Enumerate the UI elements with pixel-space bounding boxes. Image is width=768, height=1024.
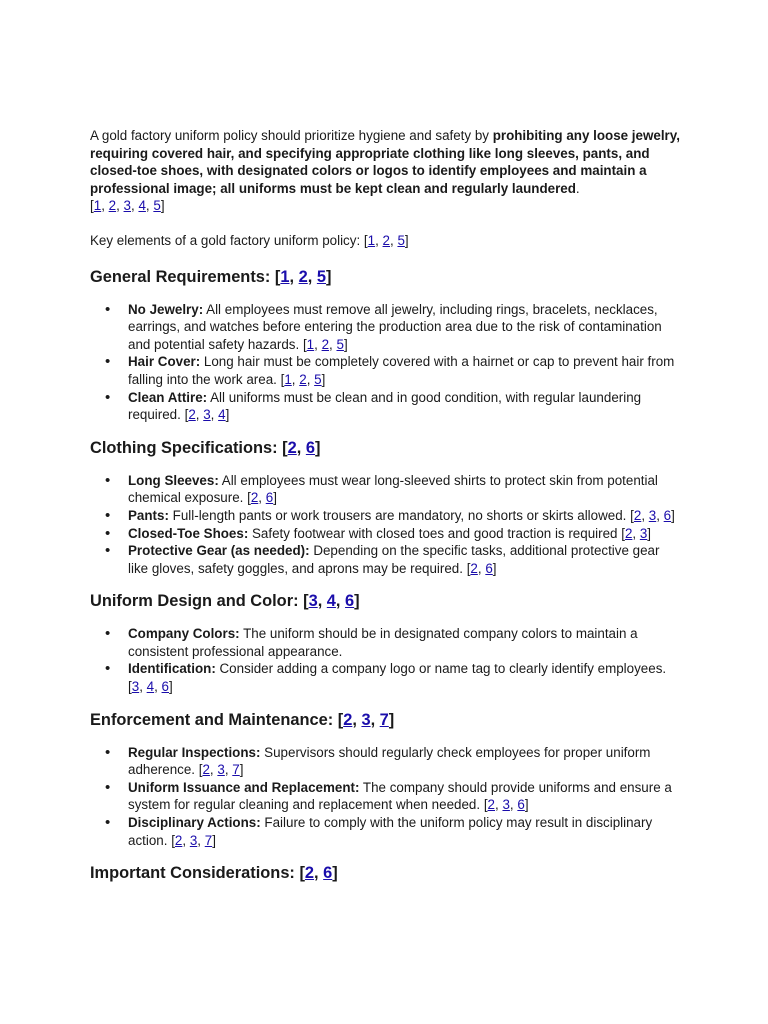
section-title: Clothing Specifications:	[90, 438, 283, 457]
citation-link[interactable]: 7	[379, 710, 389, 729]
citation-link[interactable]: 3	[203, 407, 211, 423]
section-citations: [2, 3, 7]	[337, 710, 395, 729]
citation-link[interactable]: 4	[138, 198, 146, 214]
citation-link[interactable]: 2	[250, 490, 259, 506]
citation-link[interactable]: 3	[123, 198, 131, 214]
citation-link[interactable]: 3	[189, 832, 198, 848]
item-citations: [1, 2, 5]	[302, 336, 348, 352]
citation-link[interactable]: 5	[316, 267, 326, 286]
citation-link[interactable]: 1	[93, 198, 102, 214]
list-item	[90, 525, 680, 543]
citation-link[interactable]: 1	[280, 267, 290, 286]
intro-paragraph	[90, 127, 680, 215]
item-label: Pants:	[128, 507, 169, 523]
section-heading	[90, 591, 680, 611]
section-heading	[90, 710, 680, 730]
citation-link[interactable]: 2	[174, 832, 183, 848]
citation-link[interactable]: 5	[336, 336, 344, 352]
citation-link[interactable]: 5	[397, 232, 405, 248]
section-title: Important Considerations:	[90, 864, 300, 883]
list-item	[90, 779, 680, 814]
bullet-list	[90, 625, 680, 695]
intro-prefix: A gold factory uniform policy should prioritize hygiene and safety by	[90, 128, 493, 143]
citation-link[interactable]: 1	[306, 336, 315, 352]
citation-link[interactable]: 6	[323, 864, 333, 883]
item-text: Depending on the specific tasks, additional protective gear like gloves, safety goggles, and aprons may be required.	[128, 543, 660, 576]
item-label: Company Colors:	[128, 626, 240, 642]
item-citations: [3, 4, 6]	[128, 679, 173, 695]
citation-link[interactable]: 7	[232, 762, 240, 778]
citation-link[interactable]: 3	[639, 525, 648, 541]
list-item	[90, 660, 680, 695]
key-elements-line	[90, 232, 680, 250]
citation-link[interactable]: 6	[517, 797, 525, 813]
list-item	[90, 507, 680, 525]
bullet-list	[90, 301, 680, 424]
list-item	[90, 744, 680, 779]
citation-link[interactable]: 1	[284, 371, 292, 387]
citation-link[interactable]: 3	[502, 797, 510, 813]
item-label: No Jewelry:	[128, 301, 204, 317]
citation-link[interactable]: 2	[382, 232, 390, 248]
item-citations: [2, 3, 6]	[630, 507, 675, 523]
section-citations: [3, 4, 6]	[303, 592, 360, 611]
item-label: Regular Inspections:	[128, 744, 261, 760]
item-text: Failure to comply with the uniform policy may result in disciplinary action.	[128, 815, 653, 848]
citation-link[interactable]: 6	[161, 679, 169, 695]
citation-link[interactable]: 3	[131, 679, 140, 695]
key-elements-citations: [1, 2, 5]	[363, 232, 409, 248]
item-text: Full-length pants or work trousers are mandatory, no shorts or skirts allowed.	[168, 507, 631, 523]
list-item	[90, 625, 680, 660]
document-body	[90, 127, 680, 897]
item-text: All employees must wear long-sleeved shirts to protect skin from potential chemical exposure.	[128, 472, 658, 506]
citation-link[interactable]: 5	[314, 371, 322, 387]
item-text: Supervisors should regularly check employees for proper uniform adherence.	[128, 744, 651, 778]
item-citations: [2, 3, 4]	[184, 407, 230, 423]
citation-link[interactable]: 2	[287, 438, 297, 457]
citation-link[interactable]: 6	[663, 507, 672, 523]
item-citations: [1, 2, 5]	[280, 371, 326, 387]
item-label: Protective Gear (as needed):	[128, 543, 310, 559]
intro-bold: prohibiting any loose jewelry, requiring covered hair, and specifying appropriate clothing like long sleeves, pants, and closed-toe shoes, with designated colors or logos to identify employees and maintain a professional image; all uniforms must be kept clean and regularly laundered	[90, 128, 680, 196]
citation-link[interactable]: 1	[367, 232, 376, 248]
section-title: General Requirements:	[90, 267, 275, 286]
item-citations: [2, 3, 7]	[198, 762, 244, 778]
section-citations: [2, 6]	[282, 438, 321, 457]
sections	[90, 267, 680, 884]
list-item	[90, 542, 680, 577]
item-text: The company should provide uniforms and ensure a system for regular cleaning and replacement when needed.	[128, 779, 672, 813]
item-text: Long hair must be completely covered with a hairnet or cap to prevent hair from falling into the work area.	[128, 354, 675, 387]
item-citations: [2, 6]	[247, 490, 277, 506]
item-text: The uniform should be in designated company colors to maintain a consistent professional appearance.	[128, 626, 638, 659]
citation-link[interactable]: 2	[108, 198, 117, 214]
citation-link[interactable]: 4	[218, 407, 226, 423]
citation-link[interactable]: 3	[217, 762, 225, 778]
item-label: Hair Cover:	[128, 354, 201, 370]
citation-link[interactable]: 6	[345, 592, 355, 611]
citation-link[interactable]: 2	[321, 336, 330, 352]
item-citations: [2, 3, 6]	[483, 797, 529, 813]
citation-link[interactable]: 2	[202, 762, 210, 778]
bullet-list	[90, 744, 680, 850]
citation-link[interactable]: 2	[304, 864, 315, 883]
list-item	[90, 301, 680, 354]
citation-link[interactable]: 6	[265, 490, 274, 506]
citation-link[interactable]: 6	[485, 560, 493, 576]
citation-link[interactable]: 2	[624, 525, 633, 541]
citation-link[interactable]: 2	[470, 560, 478, 576]
item-text: Consider adding a company logo or name tag to clearly identify employees.	[215, 661, 667, 677]
item-citations: [2, 3]	[621, 525, 652, 541]
bullet-list	[90, 472, 680, 578]
citation-link[interactable]: 3	[361, 710, 371, 729]
item-label: Identification:	[128, 661, 216, 677]
citation-link[interactable]: 5	[153, 198, 161, 214]
intro-citations: [1, 2, 3, 4, 5]	[90, 198, 165, 214]
citation-link[interactable]: 6	[305, 438, 315, 457]
item-citations: [2, 3, 7]	[171, 832, 216, 848]
item-text: All employees must remove all jewelry, including rings, bracelets, necklaces, earrings, and watches before entering the production area due to the risk of contamination and potential safety hazards.	[128, 301, 662, 352]
citation-link[interactable]: 7	[204, 832, 213, 848]
list-item	[90, 472, 680, 507]
item-label: Long Sleeves:	[128, 472, 219, 488]
citation-link[interactable]: 4	[326, 592, 336, 611]
item-text: All uniforms must be clean and in good condition, with regular laundering required.	[128, 389, 642, 423]
section-citations: [1, 2, 5]	[274, 267, 332, 286]
list-item	[90, 389, 680, 424]
section-title: Uniform Design and Color:	[90, 592, 304, 611]
section-heading	[90, 267, 680, 287]
section-title: Enforcement and Maintenance:	[90, 710, 338, 729]
citation-link[interactable]: 3	[648, 507, 657, 523]
citation-link[interactable]: 4	[146, 679, 155, 695]
list-item	[90, 814, 680, 849]
citation-link[interactable]: 3	[308, 592, 318, 611]
intro-suffix: .	[575, 180, 580, 196]
section-heading	[90, 438, 680, 458]
citation-link[interactable]: 2	[487, 797, 495, 813]
citation-link[interactable]: 2	[188, 407, 196, 423]
citation-link[interactable]: 2	[633, 507, 642, 523]
item-label: Disciplinary Actions:	[128, 815, 261, 831]
citation-link[interactable]: 2	[298, 267, 308, 286]
citation-link[interactable]: 2	[343, 710, 353, 729]
item-label: Clean Attire:	[128, 389, 208, 405]
citation-link[interactable]: 2	[299, 371, 307, 387]
item-citations: [2, 6]	[466, 560, 497, 576]
list-item	[90, 353, 680, 388]
item-text: Safety footwear with closed toes and good traction is required	[248, 525, 622, 541]
section-citations: [2, 6]	[299, 864, 338, 883]
section-heading	[90, 863, 680, 883]
item-label: Uniform Issuance and Replacement:	[128, 779, 360, 795]
key-elements-text: Key elements of a gold factory uniform policy:	[90, 232, 364, 248]
item-label: Closed-Toe Shoes:	[128, 525, 249, 541]
